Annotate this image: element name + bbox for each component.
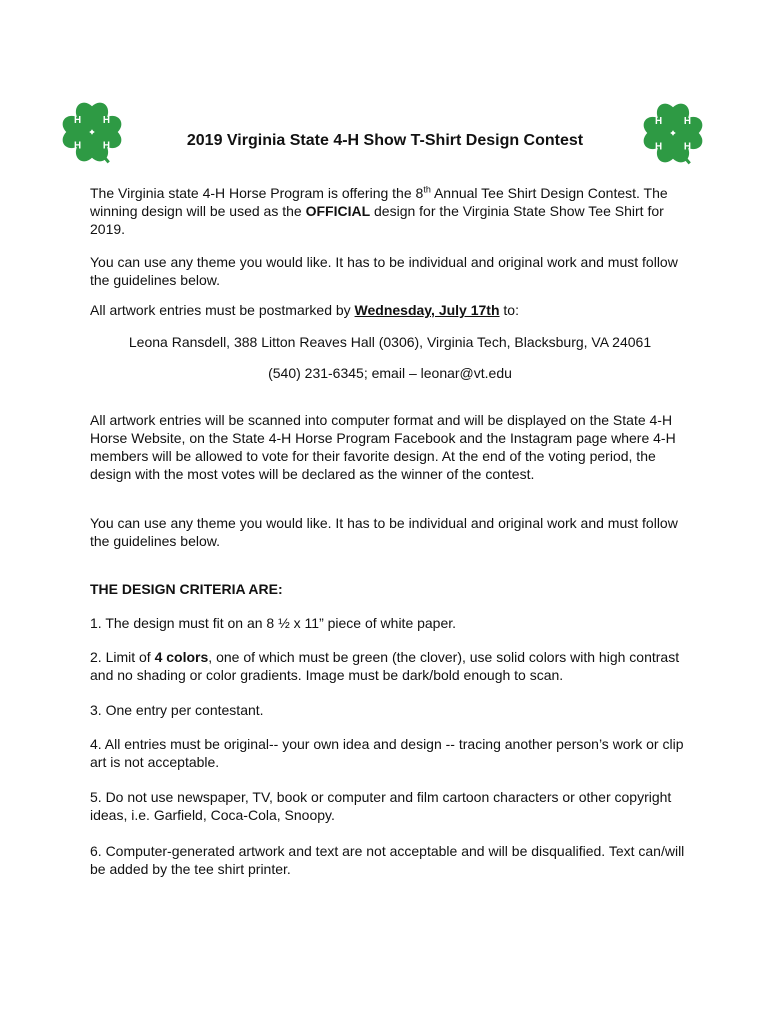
svg-text:H: H: [102, 114, 111, 126]
criteria-heading: THE DESIGN CRITERIA ARE:: [90, 581, 283, 597]
svg-text:H: H: [73, 140, 82, 152]
criteria-item-1: 1. The design must fit on an 8 ½ x 11” piece of white paper.: [90, 615, 457, 631]
scan-paragraph: All artwork entries will be scanned into computer format and will be displayed on the State 4-H Horse Website, on the State 4-H Horse Program Facebook and the Instagram page where 4-H members will be allowed to vote for their favorite design. At the end of the voting period, the design with the most votes will be declared as the winner of the contest.: [90, 412, 676, 482]
mailing-address: Leona Ransdell, 388 Litton Reaves Hall (0306), Virginia Tech, Blacksburg, VA 24061: [128, 334, 652, 350]
postmark-paragraph: All artwork entries must be postmarked by Wednesday, July 17th to:: [90, 302, 519, 318]
theme-paragraph: You can use any theme you would like. It has to be individual and original work and must follow the guidelines below.: [90, 254, 678, 288]
contact-info: (540) 231-6345; email – leonar@vt.edu: [268, 365, 512, 381]
theme-paragraph-repeat: You can use any theme you would like. It has to be individual and original work and must follow the guidelines below.: [90, 515, 678, 549]
svg-text:H: H: [102, 140, 111, 152]
criteria-item-5: 5. Do not use newspaper, TV, book or computer and film cartoon characters or other copyright ideas, i.e. Garfield, Coca-Cola, Snoopy.: [90, 789, 672, 823]
document-title: 2019 Virginia State 4-H Show T-Shirt Design Contest: [186, 132, 584, 149]
criteria-item-6: 6. Computer-generated artwork and text are not acceptable and will be disqualified. Text can/will be added by the tee shirt printer.: [90, 843, 685, 877]
svg-text:H: H: [683, 115, 692, 127]
intro-paragraph: The Virginia state 4-H Horse Program is offering the 8th Annual Tee Shirt Design Contest. The winning design will be used as the OFFICIAL design for the Virginia State Show Tee Shirt for 2019.: [90, 184, 668, 237]
criteria-item-3: 3. One entry per contestant.: [90, 702, 264, 718]
svg-text:H: H: [654, 141, 663, 153]
svg-text:H: H: [654, 115, 663, 127]
svg-text:H: H: [73, 114, 82, 126]
svg-text:H: H: [683, 141, 692, 153]
deadline-date: Wednesday, July 17th: [354, 302, 500, 318]
criteria-item-2: 2. Limit of 4 colors, one of which must be green (the clover), use solid colors with high contrast and no shading or color gradients. Image must be dark/bold enough to scan.: [90, 649, 680, 683]
criteria-item-4: 4. All entries must be original-- your own idea and design -- tracing another person’s work or clip art is not acceptable.: [90, 736, 684, 770]
